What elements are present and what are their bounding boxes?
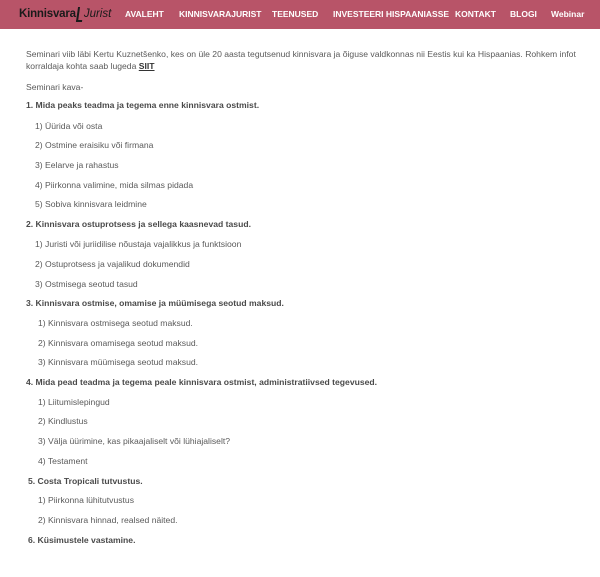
list-item: 2) Ostmine eraisiku või firmana [35,140,154,150]
nav-webinar[interactable]: Webinar [551,9,585,19]
intro-text: Seminari viib läbi Kertu Kuznetšenko, kes on üle 20 aasta tegutsenud kinnisvara ja õiguse valdkonnas nii Eestis kui ka Hispaanias. Rohkem infot korraldaja kohta saab lugeda [26,49,576,71]
list-item: 5) Sobiva kinnisvara leidmine [35,199,147,209]
list-item: 3) Eelarve ja rahastus [35,160,119,170]
list-item: 2) Kinnisvara omamisega seotud maksud. [38,338,199,348]
logo-sub-text: Jurist [83,8,112,20]
section-title: 6. Küsimustele vastamine. [28,535,136,545]
agenda-heading: Seminari kava- [26,82,84,92]
list-item: 3) Välja üürimine, kas pikaajaliselt või lühiajaliselt? [38,436,231,446]
list-item: 2) Kinnisvara hinnad, realsed näited. [38,515,178,525]
section-title: 1. Mida peaks teadma ja tegema enne kinnisvara ostmist. [26,100,260,110]
list-item: 1) Liitumislepingud [38,397,110,407]
nav-avaleht[interactable]: AVALEHT [125,9,164,19]
list-item: 4) Piirkonna valimine, mida silmas pidada [35,180,194,190]
list-item: 2) Kindlustus [38,416,88,426]
list-item: 1) Piirkonna lühitutvustus [38,495,135,505]
nav-blogi[interactable]: BLOGI [510,9,537,19]
section-title: 5. Costa Tropicali tutvustus. [28,476,143,486]
nav-kontakt[interactable]: KONTAKT [455,9,496,19]
section-title: 2. Kinnisvara ostuprotsess ja sellega kaasnevad tasud. [26,219,251,229]
list-item: 3) Ostmisega seotud tasud [35,279,138,289]
top-navigation-bar [0,0,600,29]
list-item: 2) Ostuprotsess ja vajalikud dokumendid [35,259,190,269]
logo-main-text: Kinnisvara [19,8,76,20]
section-title: 3. Kinnisvara ostmise, omamise ja müümisega seotud maksud. [26,298,284,308]
intro-paragraph [26,49,586,72]
list-item: 1) Kinnisvara ostmisega seotud maksud. [38,318,193,328]
list-item: 1) Juristi või juriidilise nõustaja vajalikkus ja funktsioon [35,239,242,249]
list-item: 3) Kinnisvara müümisega seotud maksud. [38,357,199,367]
logo-mark-icon [76,7,84,22]
nav-kinnisvarajurist[interactable]: KINNISVARAJURIST [179,9,262,19]
section-title: 4. Mida pead teadma ja tegema peale kinnisvara ostmist, administratiivsed tegevused. [26,377,378,387]
intro-link-siit[interactable]: SIIT [138,60,155,71]
list-item: 1) Üürida või osta [35,121,103,131]
nav-teenused[interactable]: TEENUSED [272,9,319,19]
site-logo[interactable] [19,5,111,23]
list-item: 4) Testament [38,456,88,466]
nav-investeeri-hispaaniasse[interactable]: INVESTEERI HISPAANIASSE [333,9,450,19]
